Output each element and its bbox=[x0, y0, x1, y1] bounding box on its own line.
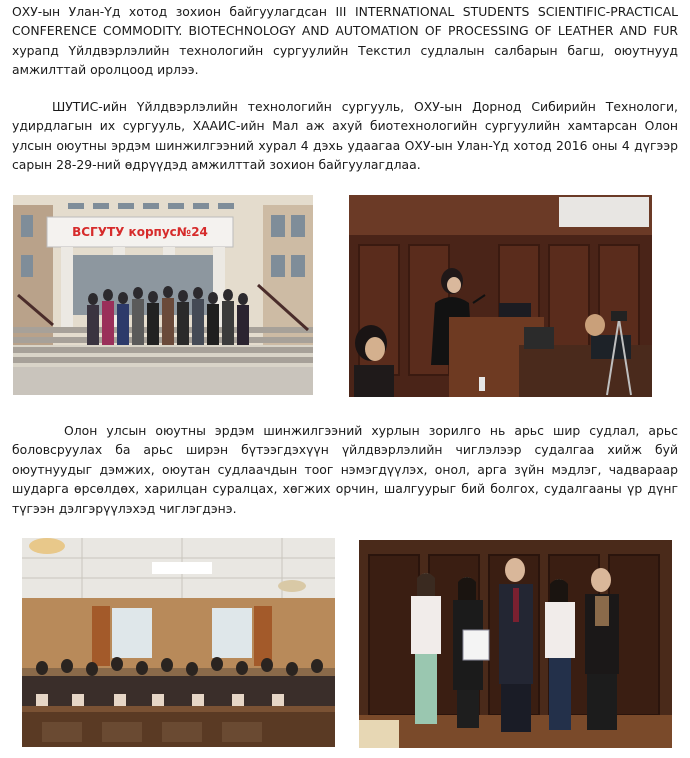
photo-group-building bbox=[13, 195, 313, 395]
paragraph-conference: ШУТИС-ийн Үйлдвэрлэлийн технологийн сургууль, ОХУ-ын Дорнод Сибирийн Технологи, удирдлагын их сургууль, ХААИС-ийн Мал аж ахуй биотехнологийн сургуулийн хамтарсан Олон улсын оюутны эрдэм шинжилгээний хурал 4 дэхь удаагаа ОХУ-ын Улан-Үд хотод 2016 оны 4 дүгээр сарын 28-29-ний өдрүүдэд амжилттай зохион байгуулагдлаа. bbox=[12, 99, 678, 173]
photo-conference-hall bbox=[22, 538, 335, 747]
paragraph-goal: Олон улсын оюутны эрдэм шинжилгээний хурлын зорилго нь арьс шир судлал, арьс боловсруулах ба арьс ширэн бүтээгдэхүүн үйлдвэрлэлийн чиглэлээр судалгаа хийж буй оюутнуудыг дэмжих, оюутан судлаачдын тоог нэмэгдүүлэх, онол, арга зүйн мэдлэг, чадвараар шударга өрсөлдөх, харилцан суралцах, хөгжих орчин, шалгуурыг бий болгох, судалгааны үр дүнг түгээн дэлгэрүүлэхэд чиглэгдэнэ. bbox=[12, 423, 678, 516]
photo-speaker-podium bbox=[349, 195, 652, 397]
building-sign-text: ВСГУТУ корпус№24 bbox=[72, 225, 208, 239]
paragraph-intro: ОХУ-ын Улан-Үд хотод зохион байгуулагдсан III INTERNATIONAL STUDENTS SCIENTIFIC-PRACTICAL CONFERENCE COMMODITY. BIOTECHNOLOGY AND AUTOMATION OF PROCESSING OF LEATHER AND FUR хурапд Үйлдвэрлэлийн технологийн сургуулийн Текстил судлалын салбарын багш, оюутнууд амжилттай оролцоод ирлээ. bbox=[12, 4, 678, 78]
photo-award-group bbox=[359, 540, 672, 748]
